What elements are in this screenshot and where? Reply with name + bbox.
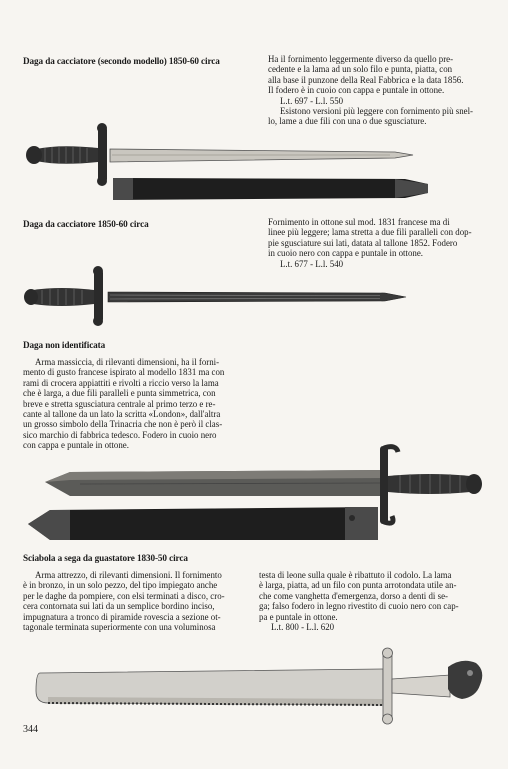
entry-4-line: è larga, piatta, ad un filo con punta arrotondata utile an- xyxy=(259,580,457,591)
entry-3-line: mento di gusto francese ispirato al modello 1831 ma con xyxy=(23,367,225,378)
entry-4-measurements: L.t. 800 - L.l. 620 xyxy=(271,622,335,633)
entry-4-line: Arma attrezzo, di rilevanti dimensioni. Il fornimento xyxy=(35,570,222,580)
dagger-1-illustration xyxy=(0,122,508,204)
entry-3-line: breve e stretta sgusciatura centrale al primo terzo e re- xyxy=(23,398,216,409)
entry-3-line: sico marchio di fabbrica tedesco. Fodero in cuoio nero xyxy=(23,429,217,440)
entry-1-line: Il fodero è in cuoio con cappa e puntale in ottone. xyxy=(268,85,445,96)
entry-4-line: ga; falso fodero in legno rivestito di cuoio nero con cap- xyxy=(259,601,459,612)
dagger-2-illustration xyxy=(0,266,508,328)
entry-3-description xyxy=(23,357,245,451)
entry-4-line: pa e puntale in ottone. xyxy=(259,611,338,622)
entry-2-line: pie sgusciature sui lati, datata al tallone 1852. Fodero xyxy=(268,237,458,248)
page-number: 344 xyxy=(23,724,38,735)
entry-1-title: Daga da cacciatore (secondo modello) 1850-60 circa xyxy=(23,56,220,66)
entry-1-line: Esistono versioni più leggere con fornimento più snel- xyxy=(280,106,473,117)
entry-4-line: per le daghe da pompiere, con elsi terminati a disco, cro- xyxy=(23,590,225,601)
entry-4-line: che come vanghetta d'emergenza, dorso a denti di se- xyxy=(259,590,448,601)
dagger-3-illustration xyxy=(0,440,508,546)
entry-1-measurements: L.t. 697 - L.l. 550 xyxy=(280,95,344,106)
entry-2-line: linee più leggere; lama stretta a due fili paralleli con dop- xyxy=(268,227,472,238)
entry-3-line: Arma massiccia, di rilevanti dimensioni, ha il forni- xyxy=(35,357,220,367)
saw-sabre-illustration xyxy=(0,645,508,725)
entry-1-line: cedente e la lama ad un solo filo e punta, piatta, con xyxy=(268,64,453,75)
entry-3-line: cante al tallone da un lato la scritta «London», dall'altra xyxy=(23,409,221,420)
entry-3-line: che è larga, a due fili paralleli e punta simmetrica, con xyxy=(23,388,216,399)
entry-4-description-right xyxy=(259,570,487,632)
entry-2-measurements: L.t. 677 - L.l. 540 xyxy=(280,258,344,269)
entry-4-description-left xyxy=(23,570,251,632)
entry-4-line: impugnatura a tronco di piramide rovescia a sezione ot- xyxy=(23,611,221,622)
entry-2-line: Fornimento in ottone sul mod. 1831 francese ma di xyxy=(268,217,450,227)
entry-2-description xyxy=(268,217,490,269)
entry-2-line: in cuoio nero con cappa e puntale in ottone. xyxy=(268,248,424,259)
entry-1-line: Ha il fornimento leggermente diverso da quello pre- xyxy=(268,54,454,64)
entry-4-title: Sciabola a sega da guastatore 1830-50 circa xyxy=(23,553,188,563)
entry-4-line: è in bronzo, in un solo pezzo, del tipo impiegato anche xyxy=(23,580,218,591)
entry-2-title: Daga da cacciatore 1850-60 circa xyxy=(23,219,149,229)
entry-1-description xyxy=(268,54,490,127)
entry-4-line: testa di leone sulla quale è ribattuto il codolo. La lama xyxy=(259,570,452,580)
entry-3-line: con cappa e puntale in ottone. xyxy=(23,440,129,451)
entry-3-line: un grosso simbolo della Trinacria che non è però il clas- xyxy=(23,419,223,430)
entry-4-line: tagonale terminata superiormente con una voluminosa xyxy=(23,622,216,633)
entry-4-line: cera contornata sui lati da un semplice bordino inciso, xyxy=(23,601,215,612)
entry-3-title: Daga non identificata xyxy=(23,340,106,350)
entry-1-line: alla base il punzone della Real Fabbrica e la data 1856. xyxy=(268,74,464,85)
entry-1-line: lo, lame a due fili con una o due sgusciature. xyxy=(268,116,427,127)
entry-3-line: rami di crocera appiattiti e rivolti a riccio verso la lama xyxy=(23,377,219,388)
